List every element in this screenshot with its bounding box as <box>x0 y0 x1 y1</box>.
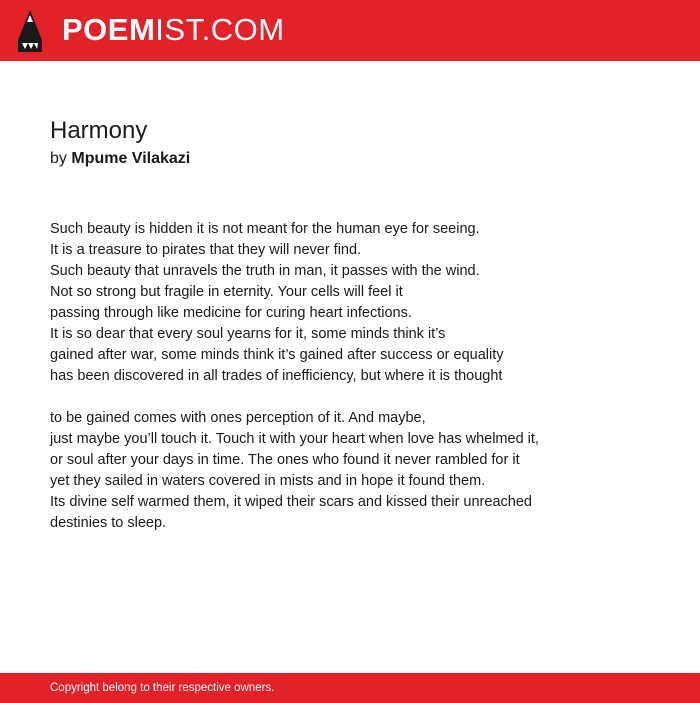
stanza-1 <box>50 219 550 387</box>
poem-line: It is so dear that every soul yearns for it, some minds think it’s <box>50 326 446 342</box>
pencil-tip-icon[interactable] <box>18 10 42 52</box>
poem-line: Its divine self warmed them, it wiped their scars and kissed their unreached <box>50 494 532 510</box>
poem-line: destinies to sleep. <box>50 515 167 531</box>
byline <box>50 149 190 169</box>
by-label: by <box>50 150 67 167</box>
poem-line: Not so strong but fragile in eternity. Your cells will feel it <box>50 284 403 300</box>
poem-line: passing through like medicine for curing heart infections. <box>50 305 412 321</box>
brand-bold: POEM <box>62 12 156 47</box>
poem-line: It is a treasure to pirates that they will never find. <box>50 242 362 258</box>
site-logo-text[interactable] <box>62 12 285 48</box>
site-footer <box>0 673 700 703</box>
copyright-notice: Copyright belong to their respective owners. <box>50 682 275 694</box>
stanza-2 <box>50 408 550 534</box>
brand-light: IST.COM <box>155 12 285 47</box>
poem-line: Such beauty is hidden it is not meant for the human eye for seeing. <box>50 221 480 237</box>
poem-line: to be gained comes with ones perception of it. And maybe, <box>50 410 426 426</box>
site-header <box>0 0 700 61</box>
poem-line: has been discovered in all trades of inefficiency, but where it is thought <box>50 368 503 384</box>
poem-line: gained after war, some minds think it’s gained after success or equality <box>50 347 504 363</box>
author-name: Mpume Vilakazi <box>71 150 191 167</box>
poem-title: Harmony <box>50 117 148 144</box>
poem-line: Such beauty that unravels the truth in man, it passes with the wind. <box>50 263 480 279</box>
poem-line: just maybe you’ll touch it. Touch it with your heart when love has whelmed it, <box>50 431 539 447</box>
poem-line: yet they sailed in waters covered in mists and in hope it found them. <box>50 473 486 489</box>
poem-line: or soul after your days in time. The ones who found it never rambled for it <box>50 452 520 468</box>
poem-body <box>50 219 550 555</box>
